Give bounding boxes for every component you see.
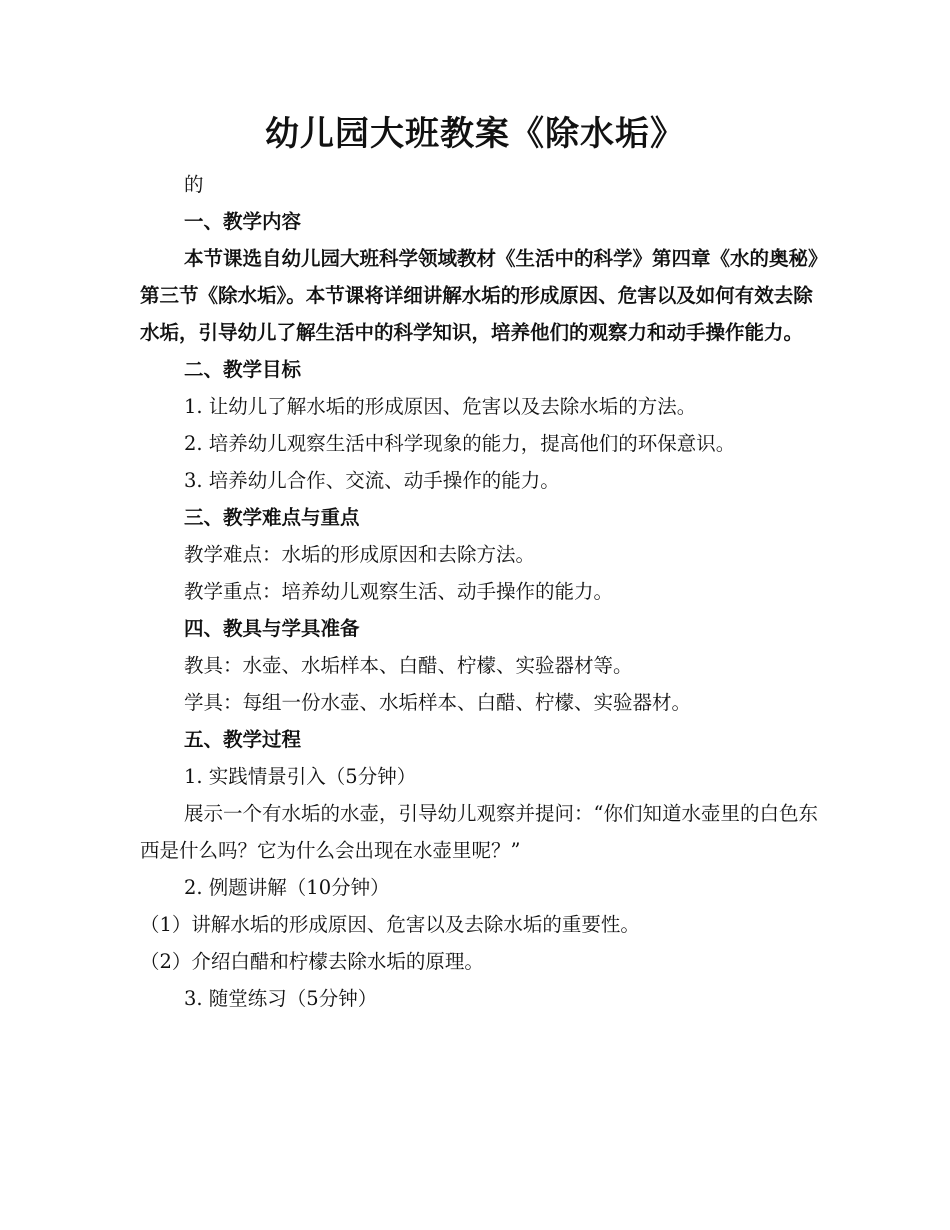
process-step-2-sub-1: （1）讲解水垢的形成原因、危害以及去除水垢的重要性。	[140, 913, 640, 936]
goal-item-3: 3. 培养幼儿合作、交流、动手操作的能力。	[184, 469, 560, 492]
intro-text: 的	[184, 173, 204, 196]
process-step-3: 3. 随堂练习（5分钟）	[184, 987, 378, 1010]
student-tools-text: 学具：每组一份水壶、水垢样本、白醋、柠檬、实验器材。	[184, 691, 692, 714]
process-step-1: 1. 实践情景引入（5分钟）	[184, 765, 417, 788]
section-heading-content: 一、教学内容	[184, 210, 302, 233]
section-heading-process: 五、教学过程	[184, 728, 302, 751]
goal-item-2: 2. 培养幼儿观察生活中科学现象的能力，提高他们的环保意识。	[184, 432, 736, 455]
section-heading-goals: 二、教学目标	[184, 358, 302, 381]
document-title: 幼儿园大班教案《除水垢》	[265, 114, 685, 154]
section-heading-materials: 四、教具与学具准备	[184, 617, 360, 640]
document-body	[140, 166, 820, 1017]
difficulty-text: 教学难点：水垢的形成原因和去除方法。	[184, 543, 536, 566]
process-step-2: 2. 例题讲解（10分钟）	[184, 876, 390, 899]
section-content-paragraph: 本节课选自幼儿园大班科学领域教材《生活中的科学》第四章《水的奥秘》第三节《除水垢》。本节课将详细讲解水垢的形成原因、危害以及如何有效去除水垢，引导幼儿了解生活中的科学知识，培养他们的观察力和动手操作能力。	[140, 247, 818, 344]
section-heading-key-points: 三、教学难点与重点	[184, 506, 360, 529]
goal-item-1: 1. 让幼儿了解水垢的形成原因、危害以及去除水垢的方法。	[184, 395, 697, 418]
teacher-tools-text: 教具：水壶、水垢样本、白醋、柠檬、实验器材等。	[184, 654, 633, 677]
process-step-2-sub-2: （2）介绍白醋和柠檬去除水垢的原理。	[140, 950, 484, 973]
focus-text: 教学重点：培养幼儿观察生活、动手操作的能力。	[184, 580, 614, 603]
process-step-1-text: 展示一个有水垢的水壶，引导幼儿观察并提问：“你们知道水壶里的白色东西是什么吗？它为什么会出现在水壶里呢？”	[140, 802, 818, 862]
